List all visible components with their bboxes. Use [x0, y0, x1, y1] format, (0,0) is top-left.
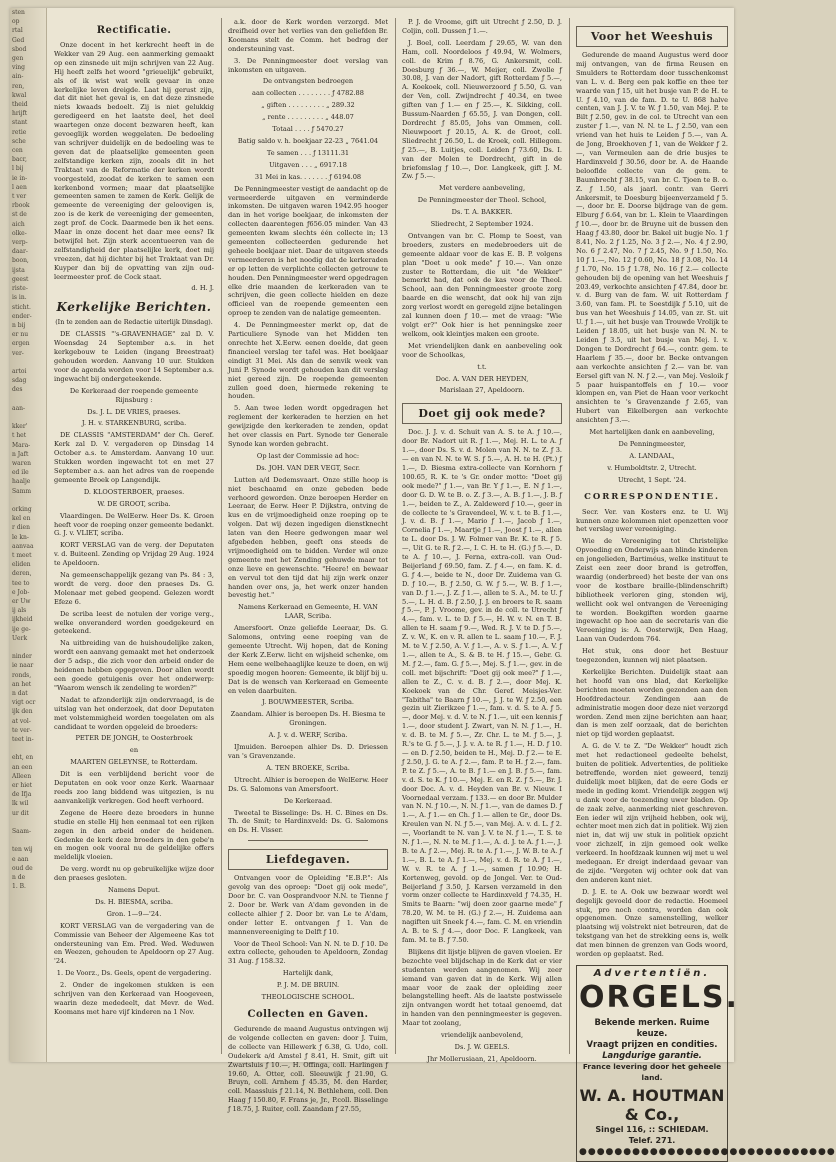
gutter-fragment: artoi [12, 367, 27, 375]
rectificatie-text [54, 41, 214, 281]
gutter-fragment: vigt ocr [12, 699, 36, 707]
gutter-fragment [10, 818, 46, 827]
paragraph: Uitgaven . . . „ 6917.18 [269, 160, 347, 169]
gutter-fragment: ving [12, 64, 26, 72]
gutter-fragment: haalje [12, 478, 31, 486]
paragraph: v. Humboldtstr. 2, Utrecht. [607, 463, 697, 472]
gutter-fragment: at vol- [12, 717, 31, 725]
paragraph: Op last der Commissie ad hoc: [256, 451, 360, 460]
gutter-fragment: Ged [12, 36, 25, 44]
collecten-text [228, 1025, 388, 1114]
weeshuis-text [576, 51, 728, 485]
advertenties-header: Advertentiën. [593, 968, 711, 979]
paragraph: „ rente . . . . . . . . . „ 448.07 [262, 113, 354, 122]
paragraph: KORT VERSLAG van de vergadering van de Commissie van Beheer der Algemeene Kas tot ondersteuning van Em. Pred. Wed. Weduwen en Weezen, gehouden te Apeldoorn op 27 Aug. '24. [54, 921, 214, 966]
gutter-fragment: n bij [12, 321, 26, 329]
paragraph: Doc. A. VAN DER HEYDEN, [435, 374, 529, 383]
paragraph: De scriba leest de notulen der vorige verg., welke onveranderd worden goedgekeurd en geteekend. [54, 609, 214, 636]
gutter-fragment: tee to [12, 579, 30, 587]
ad-line-2: Vraagt prijzen en condities. [586, 1038, 718, 1049]
gutter-fragment: eht, en [12, 754, 34, 762]
gutter-fragment: l bij [12, 165, 24, 173]
paragraph: 2. Onder de ingekomen stukken is een schrijven van den Kerkeraad van Hoogeveen, waarin deze mededeelt, dat Mevr. de Wed. Koomans met hare vijf kinderen na 1 Nov. [54, 981, 214, 1016]
paragraph: DE CLASSIS "AMSTERDAM" der Ch. Geref. Kerk zal D. V. vergaderen op Dinsdag 14 October a.s. te Amsterdam. Aanvang 10 uur. Stukken worden ingewacht tot en met 27 September a.s. aan het adres van de roepende gemeente Broek op Langendijk. [54, 431, 214, 484]
gutter-fragment: ijsta [12, 266, 25, 274]
gutter-fragment: lk wil [12, 800, 29, 808]
paragraph: Ontvangen voor de Opleiding "E.B.P.": Als gevolg van des oproep: "Doet gij ook mede", Door br. C. van Oosprandvoor N.N. te Tienne ƒ 2. Door br. Werk van A'dam gevonden in de collecte alhier ƒ 2. Door br. van Le te A'dam, onder letter E. ontvangen ƒ 1. Van de mannenvereeniging te Delft ƒ 10. [228, 874, 388, 936]
paragraph: De verg. wordt nu op gebruikelijke wijze door den praeses gesloten. [54, 865, 214, 883]
gutter-fragment: ije ge- [12, 625, 31, 633]
gutter-fragment: eliden [12, 561, 31, 569]
gutter-fragment: Alleen [12, 772, 32, 780]
ad-phone: Telef. 271. [628, 1135, 676, 1145]
gutter-fragment: olke- [12, 229, 27, 237]
paragraph: Hartelijk dank, [282, 969, 334, 978]
paragraph: Na gemeenschappelijk gezang van Ps. 84 : 3, wordt de verg. door den praeses Ds. G. Molenaar met gebed geopend. Gelezen wordt Efeze 6. [54, 571, 214, 606]
gutter-fragment: geest [12, 275, 29, 283]
paragraph: D. J. E. te A. Ook uw bezwaar wordt wel degelijk gevoeld door de redactie. Hoemeel stuk, pro noch contra, worden dan ook opgenomen. Onze samenstelling, welker plaatsing wij volstrekt niet betreuren, dat de tekstgang van het de strekking eens is, welk dat men binnen de grenzen van Gods woord, worden op geplaatst. Red. [576, 887, 728, 959]
gutter-fragment: Samm [12, 487, 32, 495]
paragraph: Ds. J. L. DE VRIES, praeses. [87, 407, 181, 416]
previous-page-gutter [10, 8, 47, 1062]
gutter-fragment: retie [12, 128, 27, 136]
paragraph: Tweetal te Bisselinge: Ds. H. C. Bines en Ds. Th. de Smit; te Hardinxveld: Ds. G. Salomons en Ds. H. Visser. [228, 808, 388, 835]
gutter-fragment: op [12, 18, 20, 26]
gutter-fragment: stant [12, 119, 28, 127]
paragraph: DE CLASSIS "'s-GRAVENHAGE" zal D. V. Woensdag 24 September a.s. in het kerkgebouw te Leiden (ingang Breestraat) gehouden worden. Aanvang 10 uur. Stukken voor de agenda worden voor 14 September a.s. ingewacht bij ondergeteekende. [54, 330, 214, 383]
gutter-fragment: r dien [12, 524, 30, 532]
gutter-fragment: oud de [12, 864, 33, 872]
paragraph: Blijkens dit lijstje blijven de gaven vloeien. Er bezochte veel blijdschap in de Kerk dat er vier studenten werden aangenomen. Wij zeer iemand van gaven dat in de Kerk. Wij allen maar voor de zaak der opleiding zeer belangstelling heeft. Als de laatste postwissele zijn ontvangen wordt het totaal genoemd, dat in handen van den penningmeester is gegeven. Maar tot zoolang, [402, 947, 562, 1028]
paragraph: en [129, 746, 139, 755]
gutter-fragment: an een [12, 763, 33, 771]
liefdegaven-text [228, 874, 388, 1002]
paragraph: Met hartelijken dank en aanbeveling, [589, 428, 715, 437]
gutter-fragment: verp- [12, 239, 28, 247]
paragraph: W. DE GROOT, scriba. [97, 499, 171, 508]
column-divider [395, 18, 396, 1054]
paragraph: aan collecten . . . . . . . . ƒ 4782.88 [252, 89, 364, 98]
gutter-fragment: hrijft [12, 110, 28, 118]
newspaper-page [10, 8, 836, 1157]
paragraph: De Penningmeester vestigt de aandacht op de vermeerderde uitgaven en verminderde inkomsten. De uitgaven waren 1942.95 hooger dan in het vorige boekjaar, de inkomsten der collecten daarentegen ƒ656.05 minder. Van 43 gemeenten kwam slechts één collecte in; 13 gemeenten collecteerden gedurende het geheele boekjaar niet. Daar de uitgaven steeds vermeerderen is het noodig dat de kerkeraden er op letten de verplichte collecten getrouw te houden. Den Penningmeester werd opgedragen elke drie maanden de kerkeraden van te schrijven, die geen collecte hielden en deze officieel van de roepende gemeenten een oproep te zenden van de nalatige gemeenten. [228, 184, 388, 318]
paragraph: Ds. H. BIESMA, scriba. [95, 897, 173, 906]
paragraph: A. J. v. d. WERF, Scriba. [268, 731, 348, 740]
paragraph: 1. De Voorz., Ds. Geels, opent de vergadering. [56, 969, 212, 978]
gutter-fragment [10, 413, 46, 422]
column-4 [576, 18, 836, 1157]
paragraph: J. Boel, coll. Leerdam ƒ 29.65, W. van den Ham, coll. Noordeloos ƒ 49.94, W. Wolmers, coll. de Krim ƒ 8.76, G. Ankersmit, coll. Doesburg ƒ 36.—, W. Meijer, coll. Zwolle ƒ 30.08, J. van der Nadort, gift Rotterdam ƒ 5.—, A. Koekoek, coll. Nieuwerzoord ƒ 5.50, G. van der Ven, coll. Zwijndrecht ƒ 40.34, en twee giften van ƒ 1.— en ƒ 25.—, K. Sikking, coll. Bussum-Naarden ƒ 65.55, J. van Dongen, coll. Dordrecht ƒ 85.05, Johs van Ommen, coll. Nieuwpoort ƒ 20.15, A. K. de Groot, coll. Sliedrecht ƒ 26.50, L. de Kroek, coll. Hillegom. ƒ 25.—, B. Luitjes, coll. Leiden ƒ 73.60, Ds. I. van der Molen te Dordrecht, gift in de briefomslag ƒ 10.—, Dor. Langkeek, gift J. M. Zw. ƒ 5.—. [402, 38, 562, 181]
paragraph: Met verdere aanbeveling, [438, 184, 526, 193]
paragraph: D. KLOOSTERBOER, praeses. [83, 487, 185, 496]
gutter-fragment: ij als [12, 607, 27, 615]
kerkelijke-berichten-text [54, 330, 214, 1017]
gutter-fragment: ronds, [12, 671, 32, 679]
gutter-fragment: is in. [12, 294, 27, 302]
correspondentie-heading: CORRESPONDENTIE. [584, 491, 720, 502]
column-3 [402, 18, 562, 1063]
paragraph: THEOLOGISCHE SCHOOL. [261, 993, 355, 1002]
kerkelijke-berichten-subtitle: (In te zenden aan de Redactie uiterlijk Dinsdag). [55, 318, 213, 327]
gutter-fragment: kker' [12, 423, 28, 431]
ad-address: Singel 116, :: SCHIEDAM. [595, 1124, 709, 1134]
gutter-fragment [10, 643, 46, 652]
gutter-fragment: 1. B. [12, 883, 26, 891]
paragraph: De Kerkeraad. [283, 796, 333, 805]
paragraph: Ds. T. A. BAKKER. [451, 208, 513, 217]
gutter-fragment: kel en [12, 515, 31, 523]
paragraph: Marislaan 27, Apeldoorn. [439, 386, 525, 395]
paragraph: A. TEN BROEKE, Scriba. [266, 763, 350, 772]
column-2 [228, 18, 388, 1114]
paragraph: Gedurende de maand Augustus ontvingen wij de volgende collecten en gaven: door J. Tuim, de collecte van Hillewerk ƒ 6.38, G. Udo, coll. Oudekerk a/d Amstel ƒ 8.41, H. Smit, gift uit Zwartsluis ƒ 10.—, H. Offinga, coll. Harlingen ƒ 19.60, A. Otter, coll. Sleeuwijk ƒ 21.90, G. Bruyn, coll. Arnhem ƒ 45.35, M. den Harder, coll. Maassluis ƒ 21.14, N. Bethlehem, coll. Den Haag ƒ 150.80, F. Frans je, Jr., P.coll. Bisselinge ƒ 18.75, J. Ruiter, coll. Zaandam ƒ 27.55, [228, 1025, 388, 1114]
rectificatie-heading: Rectificatie. [96, 25, 172, 36]
gutter-fragment: teet in- [12, 736, 34, 744]
gutter-fragment: rtal [12, 27, 23, 35]
gutter-fragment: sten [12, 9, 25, 16]
paragraph: Batig saldo v. h. boekjaar 22-23 „ 7641.04 [237, 136, 379, 145]
gaven-list-text [402, 18, 562, 395]
gutter-fragment: t meet [12, 551, 32, 559]
paragraph: Namens Deput. [108, 886, 160, 895]
gutter-fragment: bacr, [12, 156, 27, 164]
paragraph: De Penningmeester, [618, 439, 686, 448]
paragraph: Gron. 1—9—'24. [106, 909, 162, 918]
gutter-fragment: riste- [12, 285, 28, 293]
paragraph: Na uitbreiding van de huishoudelijke zaken, wordt een aanvang gemaakt met het onderzoek der 5 adsp., die zich voor den arbeid onder de heidenen hebben opgegeven. Door allen wordt een goede getuigenis over het onderwerp: "Waarom wensch ik zendeling te worden?" [54, 639, 214, 692]
gutter-fragment: st de [12, 211, 27, 219]
paragraph: Zegene de Heere deze broeders in hunne studie en stelle Hij hen eenmaal tot een rijken zegen in den arbeid onder de heidenen. Gedenke de kerk deze broeders in den gebe'n en mogen ook vooral nu de geldelijke offers meldelijk vloeien. [54, 808, 214, 862]
paragraph: 4. De Penningmeester merkt op, dat de Particuliere Synode van het Midden ten onrechte het X.Eerw. eenen doelde, dat geen financieel verslag ter tafel was. Het boekjaar eindigt 31 Mei. Als dan de senvik week van Juni P. Synode wordt gehouden kan dit verslag niet gereed zijn. De roepende gemeenten zullen goed doen, hiermede rekening te houden. [228, 321, 388, 401]
paragraph: P. J. de Vroome, gift uit Utrecht ƒ 2.50, D. J. Coljin, coll. Dussen ƒ 1.—. [402, 18, 562, 35]
gutter-fragment: Uerk [12, 634, 28, 642]
gutter-fragment: des [12, 386, 23, 394]
kerkelijke-berichten-heading: Kerkelijke Berichten. [56, 300, 212, 315]
gutter-fragment: orking [12, 505, 32, 513]
gutter-fragment: ninder [12, 653, 32, 661]
paragraph: Totaal . . . . ƒ 5470.27 [272, 125, 344, 134]
gutter-fragment: cen [12, 147, 23, 155]
liefdegaven-heading: Liefdegaven. [228, 849, 388, 870]
paragraph: PETER DE JONGH, te Oosterbroek [75, 734, 193, 743]
gutter-fragment: theid [12, 101, 28, 109]
gutter-fragment: n dat [12, 690, 28, 698]
paragraph: P. J. M. DE BRUIN. [276, 981, 340, 990]
gutter-fragment: boon, [12, 257, 29, 265]
paragraph: Jhr Mollerusiaan, 21, Apeldoorn. [427, 1054, 537, 1063]
gutter-fragment: ergen [12, 340, 30, 348]
doet-gij-ook-mede-text [402, 428, 562, 1063]
paragraph: De Penningmeester der Theol. School, [417, 196, 547, 205]
column-divider [569, 18, 570, 1054]
paragraph: Te samen . . . ƒ 13111.31 [266, 148, 350, 157]
gutter-fragment: rbook [12, 202, 30, 210]
gutter-fragment: sticht. [12, 303, 31, 311]
gutter-fragment: ijk den [12, 708, 33, 716]
verslag-text [228, 18, 388, 835]
gutter-fragment: ed ile [12, 469, 29, 477]
paragraph: De ontvangsten bedroegen [262, 77, 354, 86]
gutter-fragment: Mara- [12, 441, 31, 449]
ad-dot-border: ●●●●●●●●●●●●●●●●●●●●●●●●●●●●● [579, 1146, 836, 1157]
paragraph: Het stuk, ons door het Bestuur toegezonden, kunnen wij niet plaatsen. [576, 647, 728, 665]
paragraph: „ giften . . . . . . . . . „ 289.32 [261, 101, 355, 110]
paragraph: MAARTEN GELEYNSE, te Rotterdam. [70, 758, 198, 767]
gutter-fragment: le kn- [12, 533, 29, 541]
doet-gij-ook-mede-heading: Doet gij ook mede? [402, 403, 562, 424]
paragraph: a.k. door de Kerk worden verzorgd. Met dreifheid over het verlies van den geliefden Br. Koomans stelt de Comm. het bedrag der ondersteuning vast. [228, 18, 388, 53]
paragraph: A. G. de V. te Z. "De Wekker" houdt zich met het redactioneel gedeelte behelst, buiten de politiek. Advertenties, de politieke betreffende, worden niet geweerd, tenzij duidelijk moet blijken, dat de eere Gods er mede in geding komt. Vriendelijk zeggen wij u dank voor de toezending uwer bladen. Op de zaak zelve, aanmerking niet geschreven. Een ieder wil zijn vrijheid hebben, ook wij, echter moet men zich dat in politiek. Wij zien niet in, dat wij uw stuk in politiek opzicht voor zichzelf, in zijn gemoed ook welke verkeerd. In hoofdzaak kunnen wij met u wel medegaan. Er dreigt inderdaad gevaar van de zijde. "Vergeten wij ochter ook dat van den anderen kant niet. [576, 742, 728, 884]
gutter-fragment: ren, [12, 82, 25, 90]
gutter-fragment: aan- [12, 404, 26, 412]
gutter-fragment: Saam- [12, 828, 31, 836]
gutter-fragment: ur dit [12, 809, 29, 817]
gutter-fragment [10, 358, 46, 367]
gutter-fragment [10, 836, 46, 845]
paragraph: A. LANDAAL, [629, 451, 675, 460]
paragraph: Lutten a/d Dedemsvaart. Onze stille hoop is niet beschaamd en onze gebeden bede verhoord geworden. Onze beroepen Herder en Leeraar, de Eerw. Heer P. Dijkstra, ontving de kus en de vrijmoedigheid onze roeping op te volgen. Dat wij dezen ingedigen dienstknecht laten van den Heere gedwongen maar wel afgebeden hebben, geeft ons steeds de vrijmoedigheid om te bidden. Verder wil onze gemeente met het Zending gehuwde maar tot onze lieve en gewenschte. "Heere! en bewaar en vervul tot den tijd dat hij zijn werk onzer handen over ons, ja, het werk onzer handen bevestig het." [228, 475, 388, 600]
gutter-fragment: t ver [12, 193, 27, 201]
orgels-advertisement [576, 965, 836, 1162]
gutter-fragment: e aan [12, 855, 29, 863]
paragraph: Ds. JOH. VAN DER VEGT, Secr. [255, 463, 361, 472]
paragraph: J. BOUWMEESTER, Scriba. [261, 698, 354, 707]
paragraph: Voor de Theol School: Van N. N. te D. ƒ 10. De extra collecte, gehouden te Apeldoorn, Zondag 31 Aug. ƒ 158.32. [228, 939, 388, 966]
column-1 [54, 18, 214, 1054]
gutter-fragment: sbod [12, 45, 27, 53]
paragraph: Ds. J. W. GEELS. [454, 1042, 510, 1051]
gutter-fragment: ijkheid [12, 616, 33, 624]
correspondentie-text [576, 508, 728, 959]
gutter-fragment: ver- [12, 349, 24, 357]
gutter-fragment: kwal [12, 91, 27, 99]
paragraph: 3. De Penningmeester doet verslag van inkomsten en uitgaven. [228, 56, 388, 74]
paragraph: Sliedrecht, 2 September 1924. [430, 220, 534, 229]
paragraph: 31 Mei in kas. . . . . . . ƒ 6194.08 [254, 172, 362, 181]
gutter-fragment: er hiet [12, 782, 33, 790]
gutter-fragment: te ver- [12, 726, 32, 734]
gutter-fragment: ender- [12, 312, 32, 320]
gutter-fragment [10, 496, 46, 505]
paragraph: Gedurende de maand Augustus werd door mij ontvangen, van de firma Reusen en Smulders te Rotterdam door tusschenkomst van L. v. d. Berg een pak koffie en thee ter waarde van ƒ 15, uit het busje van P. de H. te U. ƒ 4.10, van de fam. D. te U. 868 halve centen, van J. J. V. te W. ƒ 1.50, van Mej. P. te Bilt ƒ 2.50, gev. in de col. te Utrecht van een zuster ƒ 1.—, van N. N. te L. ƒ 2.50, van een vriend van het huis te Leiden ƒ 5.—, van A. de Jong, Broekhoven ƒ 1, van de Wekker ƒ 2.—, van Vermeulen aan de drie busjes te Hardinxveld ƒ 30.56, door br. A. de Haande belooflde collecte van de gem. te Baumbrecht ƒ 38.15, van br. C. Tjoen te B. o. Z. ƒ 1.50, als jaarl. contr. van Gerri Ankersmit, te Doesburg bijeenverzameld ƒ 5.—, door br. E. Doorse bijdrage van de gem. Elburg ƒ 6.64, van br. L. Klein te Vlaardingen ƒ 10.—, door br. de Bruyne uit de bussen den Haag ƒ 43.80, door br. Bakel uit bugje No. 1 ƒ 8.41, No. 2 ƒ 1.25, No. 3 ƒ 2.—, No. 4 ƒ 2.90, No. 6 ƒ 2.47, No. 7 ƒ 2.45, No. 9 ƒ 1.50, No. 10 ƒ 1.—, No. 12 ƒ 0.60, No. 18 ƒ 3.08, No. 14 ƒ 1.70, No. 15 ƒ 1.78, No. 16 ƒ 2.— collecte gehouden bij de opening van het Weeshuis ƒ 203.49, verkochte ansichten ƒ 47.84, door br. v. d. Burg van de fam. W. uit Rotterdam ƒ 3.60, van fam. Pl. te Soestdijk ƒ 5.10, uit de bus van het Weeshuis ƒ 14.05, van zr. St. uit U. ƒ 1.—, uit het busje van Trouwde Vrolijk te Leiden ƒ 18.05, uit het busje van N. N. te Leiden ƒ 3.5, uit het busje van Mej. I. v. Dongen te Dordrecht ƒ 64.—, contr. gem. te Haarlem ƒ 35.—, door br. Becke ontvangen aan verkochte ansichten ƒ 2.— van br. van Eersel gift van N. N. ƒ 2.—, van Mej. Vesloik ƒ 5 paar huispantoffels en ƒ 10.— voor klompen en, van Piet de Haan voor verkocht ansichten te 's Gravenzande ƒ 2.65, van Hubert van Eikelbergen aan verkochte ansichten ƒ 3.—. [576, 51, 728, 425]
gutter-fragment: n de [12, 874, 26, 882]
ad-line-4: France levering door het geheele land. [582, 1061, 722, 1082]
ad-brand: ORGELS. [579, 979, 739, 1015]
gutter-fragment: ten wij [12, 846, 33, 854]
paragraph: Dit is een verblijdend bericht voor de Deputaten en ook voor onze Kerk. Waarnaar reeds zoo lang biddend was uitgezien, is nu aanvankelijk verkregen. God heeft verhoord. [54, 770, 214, 805]
ad-line-1: Bekende merken. Ruime keuze. [594, 1016, 710, 1038]
paragraph: Onze docent in het kerkrecht heeft in de Wekker van 29 Aug. een aanmerking gemaakt op een zinsnede uit mijn schrijven van 22 Aug. Hij heeft zelfs het woord "grieuelijk" gebruikt, als of ik wist wat welk gevaar in onze kerkelijke leven dreigde. Laat hij gerust zijn, dat dit niet het geval is, en dat deze zinsnede niets kwaads bedoelt. Zij is niet gelukkig geredigeerd en het laatste deel, het deel waartegen onze docent bezwaren heeft, kan gevoeglijk worden weggelaten. De bedoeling van schrijver duidelijk en de bedoeling was te geven dat de plaatselijke gemeenten geen zelfstandige kerken zijn, zooals dit in het Traktaat van de Reformatie der kerken wordt voorgesteld, zoodat de kerken te samen een kerkenbond vormen; maar dat plaatselijke gemeenten samen te zamen de Kerk. Gelijk de gemeente de vereeniging der geloovigen is, zoo is de kerk de vereeniging der gemeenten, zegt prof. de Cock. Daarmede ben ik het eens. Maar in onze docent het daar mee eens? Ik betwijfel het. Zijn sterk accentueeren van de zelfstandigheid der plaatselijke kerk, doet mij vreezen, dat hij dichter bij het Traktaat van Dr. Kuyper dan bij de opvatting van zijn oud-leermeester prof. de Cock staat. [54, 41, 214, 281]
paragraph: Wie de Vereeniging tot Christelijke Opvoeding en Onderwijs aan blinde kinderen en jongelieden, Bartiméus, welke instituut te Zeist een zeer door brand is getroffen, waardig (onderbreed) het beste der van ons voor de kostbare braille-(blindenschrift) bibliotheek verloren ging, stonden wij, wellicht ook wel ontvangen de Vereeniging te worden. Boekgiften worden gaarne ingewacht op hoe aan de secretaris van die Vereeniging is: A. Oosterwijk, Den Haag, Laan van Ouderdom 764. [576, 537, 728, 644]
paragraph: Namens Kerkeraad en Gemeente, H. VAN LAAR, Scriba. [238, 603, 378, 621]
gutter-fragment: waren [12, 459, 31, 467]
gutter-fragment: ain- [12, 73, 24, 81]
paragraph: Ontvangen van br. C. Plomp te Soest, van broeders, zusters en medebroeders uit de gemeente aldaar voor de kas E. B. P. volgens plan "Doet u ook mede" ƒ 10.—. Van onze zuster te Rotterdam, die uit "de Wekker" bemerkt had, dat ook de kas voor de Theol. School, aan den Penningmeester groote zorg baarde en die wenscht, dat ook hij van zijn zorg verlost wordt en geregeld zijne betalingen zal kunnen doen ƒ 10.— met de vraag: "Wie volgt er?" Ook hier is het penningske zeer welkom, ook kleintjes maken een groote. [402, 231, 562, 338]
gutter-fragment: ie naar [12, 662, 34, 670]
gutter-fragment: n Jaft [12, 450, 29, 458]
paragraph: Doc. J. J. v. d. Schuit van A. S. te A. ƒ 10.—, door Br. Nadort uit R. ƒ 1.—, Mej. H. L. te A. ƒ 1.—, door Ds. S. v. d. Molen van N. N. te Z. ƒ 3.— en van N. N. te W. S. ƒ 5.—, A. H. te H. (Pt.) ƒ 1.—, D. Biesma extra-collecte van Kornhorn ƒ 100.65, R. K. te 's Gr. onder motto: "Doet gij ook mede?" ƒ 1.—, van Br. Y ƒ 1.—, E. N ƒ 1.—, door G. D. W. te B. o. Z. ƒ 3.—, A. B. ƒ 1.—, J. B. ƒ 1.—, beiden te Z., A. Zaldewerd ƒ 10.—, geer in de collecte te 's Gravendeel, W. v. t. te B. ƒ 1.—, J. v. d. B. ƒ 1.—, Mario ƒ 1.—, Jacob ƒ 1.—, Cornelia ƒ 1.—, Maartje ƒ 1.—, Joost ƒ 1.—, allen te L. door Ds. J. W. Folmer van Br. K. te R. ƒ 5.—, Uit G. te R. ƒ 2.—, I. C. H. te H. (G.) ƒ 5.—, D. te A. ƒ 10.—, J. Ferna, extra-coll. van Oud-Beijerland ƒ 69.50, fam. Z. ƒ 4.—, en fam. K. d. G. ƒ 4.—, beide te N., door Dr. Zuidema van G. D. ƒ 10.—, B. ƒ 2.50, G. W. ƒ 5.—, W. B. ƒ 1.—, van D. ƒ 1.—, J. Z. ƒ 1.—, allen te S. A., M. te U. ƒ 5.—, L. H. d. B. ƒ 2.50, J. J. en broers te R. saam ƒ 5.—, P. J. Vroome, gev. in de coll. te Utrecht ƒ 4.—, fam. v. L. te D. ƒ 5.—, H. W. v. N. en T. B. allen te H. saam ƒ 9.—, Wed. R. J. V. te D. ƒ 5.—, Z. v. W., K. en v. R. allen te L. saam ƒ 10.—, F. J. M. te V. ƒ 2.50, A. V. ƒ 1.—, A. v. S. ƒ 1.—, A. V. ƒ 1.—, allen te A., S. & B. te H. ƒ 15.—, Gebr. G. M. ƒ 2.—, fam. G. ƒ 5.—, Mej. S. ƒ 1.—, gev. in de coll. met bijschrift: "Doet gij ook mee?" ƒ 1.—, allen te Z., C. v. d. B. ƒ 2.—, door Mej. K. Koekoek van de Chr. Geref. Meisjes-Ver. "Tabitha" te Baarn ƒ 10.—, J. J. te W. ƒ 2.50, een gezin uit Zierikzee ƒ 1.—, fam. v. d. S. te A. ƒ 5.—, door Mej. v. d. V. te N. ƒ 1.—, uit een kennis ƒ 1.—, door student J. Zwart, van N. N. ƒ 1.—, H. v. d. B. te M. ƒ 5.—, Zr. Chr. L. te M. ƒ 5.—, J. R.'s te G. ƒ 5.—, J. J. v. A. te R. ƒ 1.—, H. D. ƒ 10.— en D. ƒ 2.50, beiden te H., Mej. D. ƒ 2.— te E. ƒ 2.50, J. G. te A. ƒ 2.—, fam. P. te H. ƒ 2.—, fam. P. te Z. ƒ 5.—, A. te B. ƒ 1.— en J. B. ƒ 5.—, fam. v. d. S. te K. ƒ 10.—, Mej. E. en R. Z. ƒ 5.—, Br. J. door Doc. A. v. d. Heyden van Br. v. Nieuw. I Voornedaal verzam. ƒ 133.— en door Br. Mulder van N. N. ƒ 10.—, N. N. ƒ 1.—, van de dames D. ƒ 1.—, A. ƒ 1.— en Ch. ƒ 1.— allen te Gr., door Ds. Kreulen van N. N. ƒ 5.—, van Mej. A. v. d. L. ƒ 2.—, Voorlandt te N. van J. V. te N. ƒ 1.—, T. S. te N. ƒ 1.—, N. N. te M. ƒ 1.—, A. d. J. te A. ƒ 1.—, J. B. te A. ƒ 2.—, Mej. R. te A. ƒ 1.—, J. W. B. te A. ƒ 1.—, B. L. te A. ƒ 1.—, Mej. v. d. R. te A. ƒ 1.—, W. v. R. te A. ƒ 1.—, samen ƒ 10.90; H. Kortenweg, gevold. op de Jongel. Ver. te Oud-Beijerland ƒ 3.50, J. Karsen verzameld in den vorm onzer collecte te Hardinxveld ƒ 74.35, H. Smits te Baarn: "wij doen zoor gaarne mede" ƒ 78.20, W. M. te H. (G.) ƒ 2.—, H. Zuidema aan nagiften uit Sneek ƒ 4.—, fam. C. M. en vriendin A. B. te S. ƒ 4.—, door Doc. F. Langkeek, van fam. M. te B. ƒ 7.50. [402, 428, 562, 944]
gutter-fragment: aanvaa [12, 542, 34, 550]
column-divider [221, 18, 222, 1054]
ad-line-3: Langdurige garantie. [602, 1049, 702, 1060]
gutter-fragment: l aen [12, 183, 27, 191]
paragraph: Utrecht, 1 Sept. '24. [617, 475, 687, 484]
paragraph: 5. Aan twee leden wordt opgedragen het reglement der kerkeraden te herzien en het gewijzigde den kerkeraden te zenden, opdat het over classis en Part. Synode ter Generale Synode kan worden gebracht. [228, 404, 388, 448]
gutter-fragment: t het [12, 432, 27, 440]
gutter-fragment: daar- [12, 248, 28, 256]
paragraph: Utrecht. Alhier is beroepen de WelEerw. Heer Ds. G. Salomons van Amersfoort. [228, 775, 388, 793]
gutter-fragment: aich [12, 220, 25, 228]
collecten-heading: Collecten en Gaven. [247, 1009, 369, 1020]
paragraph: Zaandam. Alhier is beroepen Ds. H. Biesma te Groningen. [230, 710, 386, 728]
paragraph: Secr. Ver. van Kosters enz. te U. Wij kunnen onze kolommen niet openzetten voor het verslag uwer vereeniging. [576, 507, 728, 534]
gutter-fragment: ie in- [12, 174, 28, 182]
gutter-fragment: sdag [12, 377, 27, 385]
paragraph: IJmuiden. Beroepen alhier Ds. D. Driessen van 's Gravenzande. [228, 743, 388, 760]
gutter-fragment: sche [12, 137, 26, 145]
gutter-fragment: de Ifja [12, 791, 32, 799]
gutter-fragment: er nu [12, 331, 29, 339]
paragraph: t.t. [477, 362, 487, 371]
divider [248, 840, 368, 841]
paragraph: De Kerkeraad der roepende gemeente Rijnsburg : [69, 386, 199, 404]
paragraph: KORT VERSLAG van de verg. der Deputaten v. d. Buiteenl. Zending op Vrijdag 29 Aug. 1924 te Apeldoorn. [54, 541, 214, 568]
gutter-fragment: an het [12, 680, 32, 688]
gutter-fragment [10, 395, 46, 404]
paragraph: Met vriendelijken dank en aanbeveling ook voor de Schoolkas, [402, 341, 562, 359]
paragraph: Nadat te afzonderlijk zijn ondervraagd, is de uitslag van het onderzoek, dat door Deputaten met volstemmigheid worden toegelaten om als candidaat te worden opgeleid de broeders: [54, 695, 214, 731]
rectificatie-signature: d. H. J. [191, 284, 214, 293]
gutter-fragment: e Job- [12, 588, 30, 596]
paragraph: Vlaardingen. De WelEerw. Heer Ds. K. Groen heeft voor de roeping onzer gemeente bedankt. G. J. v. VLIET, scriba. [54, 511, 214, 538]
paragraph: J. H. v. STARKENBURG, scriba. [81, 419, 187, 428]
ad-firm-name: W. A. HOUTMAN & Co., [579, 1085, 725, 1124]
gutter-fragment: er Uw [12, 598, 31, 605]
weeshuis-heading: Voor het Weeshuis [576, 26, 728, 47]
gutter-fragment: gen [12, 55, 24, 63]
gutter-fragment: deren, [12, 570, 32, 578]
gutter-fragment [10, 744, 46, 753]
paragraph: Kerkelijke Berichten. Duidelijk staat aan het hoofd van ons blad, dat Kerkelijke berichten moeten worden gezonden aan den Hoofdredacteur. Zendingen aan de administratie mogen door deze niet verzorgd worden. Zend men zijne berichten aan haar, dan is men zelf oorzaak, dat de berichten niet op tijd worden geplaatst. [576, 668, 728, 739]
paragraph: vriendelijk aanbevolend, [440, 1031, 524, 1040]
paragraph: Amersfoort. Onze geliefde Leeraar, Ds. G. Salomons, ontving eene roeping van de gemeente Utrecht. Wij hopen, dat de Koning der Kerk Z.Eerw. licht en wijsheid schenke, om Hem eene welbehaaglijke keuze te doen, en wij spoedig mogen hooren: Gemeente, ik blijf bij u. Dat is de wensch van Kerkeraad en Gemeente en velen daarbuiten. [228, 624, 388, 695]
